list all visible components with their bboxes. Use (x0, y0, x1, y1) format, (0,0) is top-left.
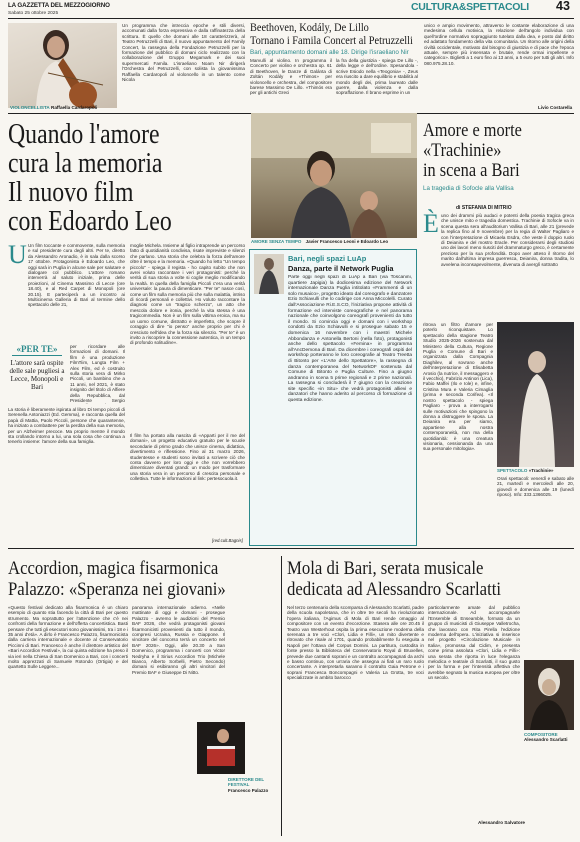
trachinie-byline: di STEFANIA DI MITRIO (456, 205, 512, 211)
mola-headline (287, 558, 577, 600)
issue-date: Sabato 25 ottobre 2025 (8, 11, 59, 16)
lead-headline-line3: Il nuovo film (8, 176, 134, 208)
luap-text: Parte oggi negli spazi di LuAp a Bari (via Toscanini, quartiere Japigia) la dodicesima edizione del Network internazionale Danza Puglia intitolato «Frammenti di un solo musaico», progetto ideato dal coreografo e danzatore Ezio Schiavulli che lo codirige con Anna Miccolelli. Curato dall'Associazione Ri.E.S.CO, l'iniziativa propone attività di formazione ed interviste coreografiche e nel panorama nazionale che coinvolgono coreografi provenienti da tutto il mondo. Si comincia oggi e domani con i workshop condotti da Ezio Schiavulli e si prosegue sabato 15 e domenica 16 novembre con i maestri Michele Abbondanza e Antonella Bertoni (nella foto), protagonisti anche dello spettacolo «Femina» in programma all'AncDemona di Bari. Da dicembre i coreografi ospiti del workshop porteranno le loro coreografie al Teatro Treetta di Bitonto per «L'Arte dello Spettatore», la rassegna di danza contemporanea del NetworkDF sostenuta dal Comune di Bitonto e Puglia Culture. Fino a giugno andranno in scena 5 prime regionali e 2 prime nazionali. La rassegna si concluderà il 7 giugno con la creazione site specific «in Situ» che vedrà protagonisti allievi e danzatori che hanno aderito al percorso di formazione di questa edizione. (288, 275, 412, 404)
pullquote-body: L'attore sarà ospite delle sale pugliesi a Lecce, Monopoli e Bari (9, 358, 65, 391)
trachinie-dropcap: È (423, 209, 439, 238)
mola-photo-caption (524, 732, 574, 743)
trachinie-headline (423, 121, 578, 181)
top-right-byline: Livio Costarella (538, 105, 573, 110)
mola-col1-text: Nel terzo centenario della scomparsa di Alessandro Scarlatti, padre della scuola napoletana, che in oltre tre secoli ha rivoluzionato l'opera italiana, l'Agimus di Mola di Bari rende omaggio al compositore con un evento d'eccezione. Stasera alle ore 20.45 il Teatro van Westerhout ospita la prima esecuzione moderna della serenata a tre voci «Clori, Lidia e Filli», un mito divertente e ritrovato che risale al 1701, quando probabilmente fu eseguita a Napoli per l'ottava del Corpus Domini. La partitura, custodita in fonte presso la Biblioteca del Conservatorio Royal di Bruxelles, prevede due cantanti soprani e un contralto accompagnati da archi e basso continuo, con un'aria che assegna ai fiati un raro ruolo concertante. A interpretarla saranno il contralto Gaia Petrone e i soprani Francesca Boncompagni e Valeria La Grotta, tre voci specializzate in ambito barocco (287, 605, 424, 681)
lead-col2-text: moglie Michela. Insieme al figlio intraprende un percorso fatto di quotidianità condivisa, risate impreviste e silenzi che parlano. Una storia che celebra la forza dell'amore oltre il tempo e la memoria. «Quando ho letto "Un tempo piccolo" - spiega il regista - ho capito subito che non avrei voluto raccontare i veri protagonisti: perché la verità di sua storia a volte si coglie meglio modificando la realtà. In quella della famiglia Piccoli c'era una verità universale: la paura di dimenticare. "Per te" nasce così, come un film sulla memoria più che sulla malattia, intriso di ricordi personali e collettivi. Ho voluto raccontare la diagnosi come un "tragico scherzo", un atto che mescola dolore e ironia, perché la vita stessa è una tragicommedia. Non è un film sulla vittima eroica, ma su un uomo comune, distratto e imperfetto, che scopre il coraggio di dire "io penso" anche proprio per chi è cresciuto nell'idea che la forza sia silenzio. "Per te" è un invito a riscoprire la connessione autentica, in un tempo di profondo solitudine». (130, 243, 245, 346)
title-line1: Beethoven, Kodály, De Lillo (250, 20, 369, 34)
film-caption-label: AMORE SENZA TEMPO (251, 239, 302, 244)
luap-box (249, 249, 417, 546)
accordion-caption-name: Francesco Palazzo (228, 787, 269, 793)
masthead: LA GAZZETTA DEL MEZZOGIORNO (8, 2, 110, 9)
accordion-col2-text: panorama internazionale odierno. «Nelle mattinate di oggi e domani - prosegue Palazzo - avremo le audizioni del Premio BAF 2026, che vedrà protagonisti giovani fisarmonicisti provenienti da tutto il mondo, compresi Ucraina, Russia e Giappone. Il vincitore del concorso terrà un concerto nel BAF 2026». Oggi, alle 20.30 a San Domenico, programma i concerti con Victor Nedryha e il Sirius Accordion Trio (Michele Bianco, Alberto Sorbelli, Pietro Secondo) domani si esibiranno gli altri vincitori del Premio BAF e Giuseppe Di Nitto. (132, 605, 225, 675)
lead-headline-line1: Quando l'amore (8, 118, 160, 150)
mola-caption-name: Alessandro Scarlatti (524, 737, 568, 743)
cellist-caption (10, 105, 97, 110)
section-title: CULTURA&SPETTACOLI (411, 1, 529, 13)
title-line2: Tornano i Famila Concert al Petruzzelli (250, 33, 413, 47)
dance-photo (254, 254, 284, 294)
middle-rule (8, 548, 574, 549)
film-photo-caption (251, 239, 388, 244)
caption-label: VIOLONCELLISTA (10, 105, 50, 110)
accordion-headline (8, 558, 308, 600)
mola-byline: Alessandro Salvatore (478, 820, 525, 825)
trachinie-caption-label: SPETTACOLO (497, 468, 528, 473)
mola-col2-text: particolarmente amate dal pubblico internazionale. Ad accompagnarle l'Ensemble di Enseamble, formato da un gruppo di musicisti di Giuseppe Valletrocha, che lavorano con Rita Pirella l'edizione moderna dell'opera. L'iniziativa si inserisce nel progetto «Circolazione Musicale in Italia», promossa dal Cidim, e presenta come prima assoluta «Clori, Lidia e Filli»: una serata che riporta in luce l'eleganza melodica e teatrale di Scarlatti, il suo gusto per la forma e per l'intensità affettiva che avrebbe segnato la musica europea per oltre un secolo. (428, 605, 520, 681)
luap-title: Danza, parte il Network Puglia (288, 264, 394, 273)
pullquote-rule (12, 355, 62, 356)
trachinie-col1-text: uno dei drammi più audaci e potenti della poesia tragica greca che unisce mito e tragedia domestica. Trachinie di Sofocle va in scena questa sera all'auditorium Vallisa di Bari, alle 21 (prevede la replica fino al 9 novembre) per la regia di Walter Pagliaro e con l'interpretazione di Micaela Esdra, che veste il doppio ruolo di Deianira e del mostro Eracle. Per considerarsi degli studiosi uno dei lavori meno riusciti del drammaturgo greco, è certamente prezioso per la sua profondità. Dopo aver atteso il ritorno del marito dall'ultima impresa guerresca, Deianira, donna tradita, lo avvelena inconsapevolmente, divenuta di averglí sottratto (441, 213, 574, 267)
accordion-caption-label: DIRETTORE DEL FESTIVAL (228, 777, 265, 788)
trachinie-headline-line2: «Trachinie» (423, 140, 502, 161)
mola-headline-line2: dedicata ad Alessandro Scarlatti (287, 579, 502, 600)
pullquote-title: «PER TE» (16, 344, 58, 354)
page-number: 43 (556, 0, 570, 13)
film-caption-names: Javier Francesco Leoni e Edoardo Leo (305, 239, 389, 244)
scarlatti-portrait (524, 660, 574, 730)
lead-headline-line2: cura la memoria (8, 147, 163, 179)
top-center-col1: Marvulli al violino. In programma il Concerto per violino e orchestra op. 61 di Beethoven, le Danze di Galánta di Zoltán Kodály e «Thimos» per violoncello e orchestra, del compositore barese Massimo De Lillo. «Thimós era per gli antichi Greci (250, 58, 332, 96)
mola-headline-line1: Mola di Bari, serata musicale (287, 558, 484, 579)
pullquote (8, 344, 66, 391)
top-left-text: Un programma che intreccia epoche e stili diversi, accomunati dalla forza espressiva e dalla raffinatezza della scrittura. È quello che domani alle 18 caratterizzerà, al Teatro Petruzzelli di Bari, il nuovo appuntamento del Family Concert, la rassegna della Fondazione Petruzzelli per la formazione del pubblico di domani ciclo realizzato con la collaborazione del Gruppo Megamark e dei suoi supermercati Famila. L'israeliano Noam Nir dirigerà l'Orchestra del Petruzzelli, con solista la giovanissima Raffaella Cardaropoli al violoncello in un talento come Nicola (122, 23, 245, 83)
bottom-divider (281, 556, 282, 836)
accordion-headline-line1: Accordion, magica fisarmonica (8, 558, 219, 579)
lead-col1c-text: La storia è liberamente ispirata al libro Di tempo piccoli di Serenella Antoniazzi (Ed. Gemma), e racconta quella del papà di Mattia, Paolo Piccoli, persone che quarantenne, ha iniziato a combattere per la perdita della sua memoria, per un Alzheimer precoce. Ma proprio mentre il mondo sta crollando intorno a lui, una sola cosa che continua a tenerlo insieme: l'amore della sua famiglia. (8, 407, 125, 445)
mola-caption-label: COMPOSITORE (524, 732, 558, 737)
top-right-text: unico e ampio movimento, attraverso le costante elaborazione di una medesima cellula motivica, la relazione dell'angolo individua con quell'ordine normativo sopraggiunto tutelato dalla dea, e posto dal diritto ed adattato fondamento della vita comunitaria. Un ritorno alle origini della civiltà occidentale, motivato dal bisogno di giustizia e di pace che l'epoca attuale, sempre più insensata e brutale, rende ormai impellente e categorico». Biglietti a 1 euro fino ai 13 anni, a 5 euro per tutti gli altri. Info 080.975.28.10. (424, 23, 574, 66)
caption-name: Raffaella Cardaropoli (51, 105, 98, 110)
trachinie-col1b-text: ritrova un filtro d'amore per poterlo riconquistare. Lo spettacolo della stagione Teatro Studio 2025-2026 sostenuta dal Ministero della Cultura, Regione Puglia e Comune di Bari e organizzata dalla Compagnia Diaghilev, al sovrano anche dell'interpretazione di Elisabetta Arosio (la nutrice, il messaggero e il vecchio), Fabrizio Antinori (Lica), Fabio Maffei (Ilo e Iole) e, infine, Cristina Mura e Valeria Cimaglia (prima e seconda Corifea). «Il nostro spettacolo - spiega Pagliaro - prova a interrogarsi sulle motivazioni che spingono la donna a distruggere le sposa. La Deianira era per siamo, appartiene alla nostra contemporaneità, non ma della quotidianità: è una creatura visionaria, cessionanda da una sua personale mitologia». (423, 322, 493, 452)
lead-col1-text: Un film toccante e commovente, sulla memoria e sul presidente cura degli altri. Per te, diretto da Alessandro Aronadio, è in sala dalla scorso 17 ottobre. Protagonista è Edoardo Leo, che oggi sarà in Puglia in alcune sale per salutare e dialogare col pubblico. L'attore romano interverrà al saluto iniziale, prima delle proiezioni, al Cinema Massimo di Lecce (ore 18.40), e al Red Carpet di Monopoli (ore 20.15). E parteciperà a un incontro ai Multicinema Galleria di Bari al termine dello spettacolo delle 21, (28, 243, 125, 308)
lead-credit: [red.cult.Bagnis] (212, 538, 243, 543)
top-center-subtitle: Bari, appuntamento domani alle 18. Dirige l'israeliano Nir (250, 49, 409, 56)
trachinie-col1c-text: Orari spettacoli: venerdì e sabato alle 21, martedì e mercoledì alle 20, giovedì e domenica alle 19 (lunedì riposo). Info: 333.1366025. (497, 476, 574, 498)
trachinie-photo-caption (497, 468, 553, 473)
cellist-photo (8, 23, 117, 108)
lead-headline-line4: con Edoardo Leo (8, 205, 172, 237)
trachinie-headline-line1: Amore e morte (423, 120, 522, 141)
top-center-col2: la fra della giustizia - spiega De Lillo -, della legge e dell'ordine. Spesandola - scrive Esiodo nella «Teogonia» -, Zeus era riuscito a dare equilibrio e stabilità al mondo degli dei, prima laureato dalle guerre, dalla violenza e dalla sopraffazione. Il brano esprime in un (336, 58, 418, 96)
lead-col1b-text: per ricordare alle formazioni di domani. Il film è una produzione FilmTiim, Lungta Film + Alex Film, ed è costruito sulla storia vera di Mirko Piccoli, un bambino che a 11 anni, nel 2021, è stato insignito del titolo di Alfiere della Repubblica, dal Presidente Sergio (70, 344, 125, 404)
lead-col2b-text: Il film ha portato alla nascita di «Apparti per il me del domani», un progetto educativo gratuito per le scuole secondarie di primo grado che unisce cinema, didattica, divertimento e riflessione. Fino al 31 marzo 2026, studentesse e studenti sono invitati a scrivere ciò che conta davvero per loro oggi e che non vorrebbero dimenticare diventati grandi: un modo per trasformare una storia vera in un percorso di crescita personale e collettiva. Tutte le informazioni al link: pertesocuola.it. (130, 433, 245, 482)
trachinie-subtitle: La tragedia di Sofocle alla Vallisa (423, 185, 514, 192)
accordion-photo-caption (228, 777, 278, 793)
accordion-col1-text: «Questo festival dedicato alla fisarmonica è un chiaro esempio di quanto stia facendo la città di Bari per questo strumento. Ma soprattutto per l'attenzione che c'è nei confronti della formazione e dell'offerta concertistica. Basti pensare che tutti gli esecutori sono giovanissimi, tra i 18 e i 35 anni d'età». A dirlo è Francesco Palazzo, fisarmonicista dalla carriera internazionale e docente al Conservatorio Piccinni di Bari. Francesco è anche il direttore artistico del «Bari Accordion Festival», la cui quinta edizione ha preso il via ieri nella Chiesa di San Domenico a Bari, con i concerti molto apprezzati di Samuele Rotondo (Ortigia) e del quartetto Sulle Leggere... (8, 605, 128, 670)
accordion-headline-line2: Palazzo: «Speranza nei giovani» (8, 579, 226, 600)
lead-dropcap: U (8, 240, 27, 269)
film-photo (251, 113, 417, 238)
top-center-title (250, 21, 420, 47)
luap-kicker: Bari, negli spazi LuAp (288, 254, 367, 263)
trachinie-photo (497, 322, 574, 467)
trachinie-caption-title: «Trachinie» (528, 468, 554, 473)
trachinie-headline-line3: in scena a Bari (423, 160, 520, 181)
accordionist-photo (197, 722, 245, 774)
